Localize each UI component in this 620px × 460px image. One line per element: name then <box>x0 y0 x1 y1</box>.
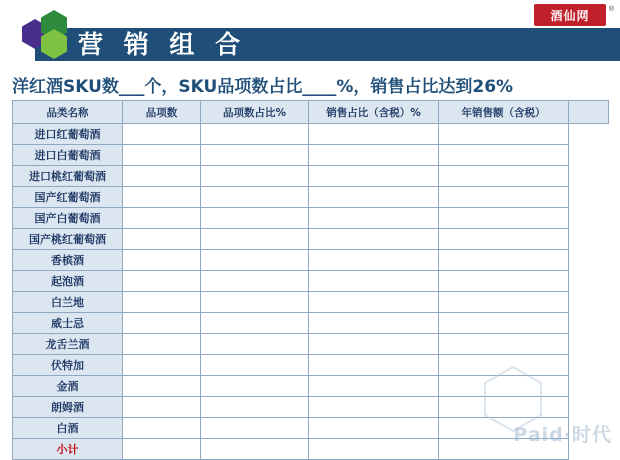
table-row <box>13 439 609 460</box>
table-row <box>13 229 609 250</box>
row-value-cell[interactable] <box>309 208 439 229</box>
row-value-cell[interactable] <box>201 187 309 208</box>
row-value-cell[interactable] <box>309 313 439 334</box>
row-spacer-cell <box>569 208 609 229</box>
brand-logo: 酒仙网 <box>534 4 606 26</box>
column-header-category: 品类名称 <box>13 101 123 124</box>
row-value-cell[interactable] <box>309 292 439 313</box>
row-value-cell[interactable] <box>201 208 309 229</box>
row-value-cell[interactable] <box>123 208 201 229</box>
row-value-cell[interactable] <box>201 292 309 313</box>
row-value-cell[interactable] <box>201 166 309 187</box>
row-value-cell[interactable] <box>439 124 569 145</box>
row-value-cell[interactable] <box>123 145 201 166</box>
row-value-cell[interactable] <box>439 271 569 292</box>
row-value-cell[interactable] <box>201 145 309 166</box>
row-value-cell[interactable] <box>309 397 439 418</box>
row-category-label: 香槟酒 <box>13 250 123 271</box>
column-header-sales-share: 销售占比（含税）% <box>309 101 439 124</box>
row-value-cell[interactable] <box>439 187 569 208</box>
row-spacer-cell <box>569 313 609 334</box>
row-value-cell[interactable] <box>439 313 569 334</box>
brand-trademark-icon: ® <box>608 6 614 13</box>
row-value-cell[interactable] <box>201 334 309 355</box>
row-category-label: 白酒 <box>13 418 123 439</box>
row-value-cell[interactable] <box>123 166 201 187</box>
table-row <box>13 250 609 271</box>
column-header-sku-share: 品项数占比% <box>201 101 309 124</box>
row-category-label: 龙舌兰酒 <box>13 334 123 355</box>
hexagon-cluster-icon <box>22 10 84 58</box>
row-category-label: 威士忌 <box>13 313 123 334</box>
row-value-cell[interactable] <box>309 355 439 376</box>
row-value-cell[interactable] <box>439 229 569 250</box>
row-category-label: 国产红葡萄酒 <box>13 187 123 208</box>
table-row <box>13 271 609 292</box>
row-value-cell[interactable] <box>123 334 201 355</box>
row-spacer-cell <box>569 418 609 439</box>
row-value-cell[interactable] <box>309 334 439 355</box>
row-value-cell[interactable] <box>201 376 309 397</box>
row-category-label: 国产白葡萄酒 <box>13 208 123 229</box>
row-value-cell[interactable] <box>309 376 439 397</box>
row-value-cell[interactable] <box>123 250 201 271</box>
row-value-cell[interactable] <box>309 124 439 145</box>
row-category-label: 进口红葡萄酒 <box>13 124 123 145</box>
column-header-sku-count: 品项数 <box>123 101 201 124</box>
row-value-cell[interactable] <box>309 187 439 208</box>
row-spacer-cell <box>569 250 609 271</box>
row-value-cell[interactable] <box>309 271 439 292</box>
row-spacer-cell <box>569 271 609 292</box>
row-value-cell[interactable] <box>439 250 569 271</box>
row-value-cell[interactable] <box>201 229 309 250</box>
table-row <box>13 208 609 229</box>
slide-header <box>0 0 620 65</box>
row-value-cell[interactable] <box>123 313 201 334</box>
row-value-cell[interactable] <box>123 271 201 292</box>
row-value-cell[interactable] <box>309 418 439 439</box>
table-row <box>13 166 609 187</box>
row-value-cell[interactable] <box>309 145 439 166</box>
row-value-cell[interactable] <box>123 376 201 397</box>
row-value-cell[interactable] <box>123 187 201 208</box>
row-category-label: 伏特加 <box>13 355 123 376</box>
table-row <box>13 334 609 355</box>
row-spacer-cell <box>569 397 609 418</box>
subtitle: 洋红酒SKU数___个，SKU品项数占比____%，销售占比达到26% <box>12 77 514 97</box>
row-spacer-cell <box>569 355 609 376</box>
row-value-cell[interactable] <box>309 250 439 271</box>
table-row <box>13 292 609 313</box>
row-spacer-cell <box>569 334 609 355</box>
row-spacer-cell <box>569 229 609 250</box>
row-value-cell[interactable] <box>309 229 439 250</box>
row-value-cell[interactable] <box>201 250 309 271</box>
row-value-cell[interactable] <box>439 439 569 460</box>
watermark-text: Paid·时代 <box>513 424 612 446</box>
row-value-cell[interactable] <box>123 229 201 250</box>
row-value-cell[interactable] <box>201 397 309 418</box>
column-header-spacer <box>569 101 609 124</box>
row-value-cell[interactable] <box>439 334 569 355</box>
row-value-cell[interactable] <box>201 418 309 439</box>
row-category-label: 国产桃红葡萄酒 <box>13 229 123 250</box>
row-spacer-cell <box>569 376 609 397</box>
row-category-label: 起泡酒 <box>13 271 123 292</box>
row-category-label: 金酒 <box>13 376 123 397</box>
row-spacer-cell <box>569 439 609 460</box>
header-band-right <box>550 28 620 61</box>
row-value-cell[interactable] <box>439 166 569 187</box>
row-value-cell[interactable] <box>123 292 201 313</box>
hexagon-outline-icon <box>484 366 542 437</box>
row-value-cell[interactable] <box>201 124 309 145</box>
row-category-label: 朗姆酒 <box>13 397 123 418</box>
row-category-label: 进口桃红葡萄酒 <box>13 166 123 187</box>
row-category-label: 白兰地 <box>13 292 123 313</box>
table-row <box>13 145 609 166</box>
row-spacer-cell <box>569 124 609 145</box>
row-value-cell[interactable] <box>439 145 569 166</box>
table-row <box>13 187 609 208</box>
row-value-cell[interactable] <box>201 439 309 460</box>
row-value-cell[interactable] <box>201 313 309 334</box>
row-value-cell[interactable] <box>201 355 309 376</box>
row-spacer-cell <box>569 292 609 313</box>
row-category-label: 进口白葡萄酒 <box>13 145 123 166</box>
row-value-cell[interactable] <box>123 439 201 460</box>
row-value-cell[interactable] <box>123 124 201 145</box>
row-value-cell[interactable] <box>123 397 201 418</box>
row-value-cell[interactable] <box>309 439 439 460</box>
row-value-cell[interactable] <box>201 271 309 292</box>
column-header-annual-sales: 年销售额（含税） <box>439 101 569 124</box>
table-row <box>13 313 609 334</box>
row-value-cell[interactable] <box>439 292 569 313</box>
row-spacer-cell <box>569 166 609 187</box>
table-header-row <box>13 101 609 124</box>
row-category-label: 小计 <box>13 439 123 460</box>
page-title: 营 销 组 合 <box>78 30 247 59</box>
row-spacer-cell <box>569 145 609 166</box>
row-value-cell[interactable] <box>439 208 569 229</box>
row-spacer-cell <box>569 187 609 208</box>
row-value-cell[interactable] <box>309 166 439 187</box>
row-value-cell[interactable] <box>123 355 201 376</box>
table-row <box>13 124 609 145</box>
row-value-cell[interactable] <box>123 418 201 439</box>
